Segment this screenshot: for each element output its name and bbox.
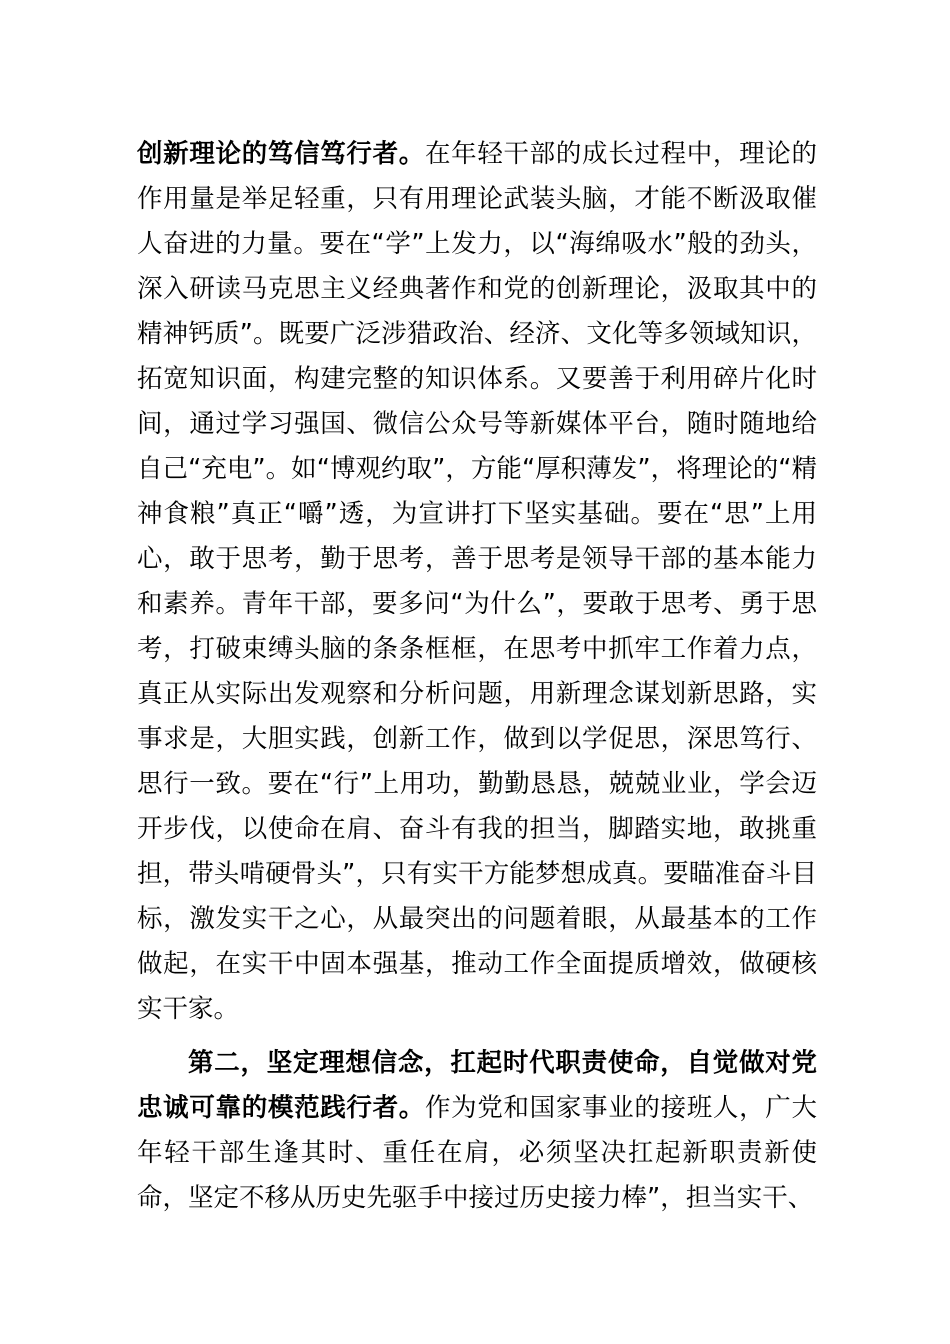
paragraph-2-text: 作为党和国家事业的接班人，广大年轻干部生逢其时、重任在肩，必须坚决扛起新职责新使命，坚定不移从历史先驱手中接过历史接力棒”，担当实干、 <box>137 1093 817 1213</box>
paragraph-2-bold-lead: 第二，坚定理想信念，扛起时代职责使命，自觉做对党忠诚可靠的模范践行者。 <box>137 1048 817 1123</box>
paragraph-1-bold-lead: 创新理论的笃信笃行者。 <box>137 139 425 169</box>
paragraph-1 <box>137 132 817 1032</box>
paragraph-2 <box>137 1041 817 1221</box>
paragraph-1-text: 在年轻干部的成长过程中，理论的作用量是举足轻重，只有用理论武装头脑，才能不断汲取催人奋进的力量。要在“学”上发力，以“海绵吸水”般的劲头，深入研读马克思主义经典著作和党的创新理论，汲取其中的精神钙质”。既要广泛涉猎政治、经济、文化等多领域知识，拓宽知识面，构建完整的知识体系。又要善于利用碎片化时间，通过学习强国、微信公众号等新媒体平台，随时随地给自己“充电”。如“博观约取”，方能“厚积薄发”，将理论的“精神食粮”真正“嚼”透，为宣讲打下坚实基础。要在“思”上用心，敢于思考，勤于思考，善于思考是领导干部的基本能力和素养。青年干部，要多问“为什么”，要敢于思考、勇于思考，打破束缚头脑的条条框框，在思考中抓牢工作着力点，真正从实际出发观察和分析问题，用新理念谋划新思路，实事求是，大胆实践，创新工作，做到以学促思，深思笃行、思行一致。要在“行”上用功，勤勤恳恳，兢兢业业，学会迈开步伐，以使命在肩、奋斗有我的担当，脚踏实地，敢挑重担，带头啃硬骨头”，只有实干方能梦想成真。要瞄准奋斗目标，激发实干之心，从最突出的问题着眼，从最基本的工作做起，在实干中固本强基，推动工作全面提质增效，做硬核实干家。 <box>137 139 817 1024</box>
document-body <box>137 132 817 1221</box>
